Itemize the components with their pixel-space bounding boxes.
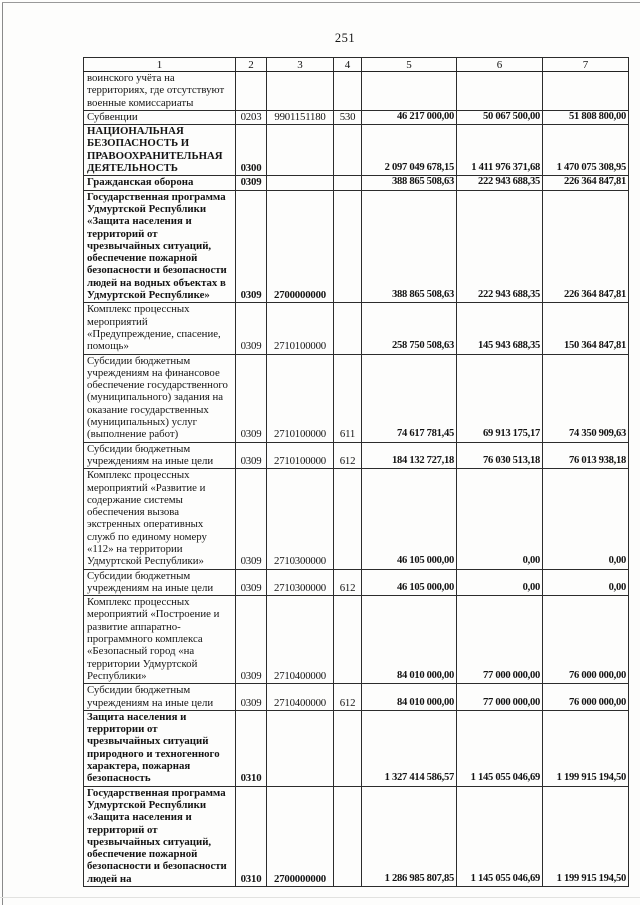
cell-target-article-code: 2710100000 (267, 442, 334, 469)
cell-amount-col6 (457, 72, 543, 111)
table-row (84, 786, 629, 886)
cell-expense-type-code: 530 (334, 110, 362, 124)
cell-target-article-code (267, 72, 334, 111)
table-row (84, 442, 629, 469)
cell-amount-col5: 46 105 000,00 (362, 569, 457, 596)
scan-edge-top-line (2, 2, 640, 3)
cell-amount-col5: 388 865 508,63 (362, 176, 457, 190)
table-row (84, 72, 629, 111)
cell-section-code: 0309 (236, 596, 267, 684)
cell-amount-col6: 222 943 688,35 (457, 176, 543, 190)
cell-section-code: 0310 (236, 710, 267, 786)
table-row (84, 596, 629, 684)
page-number: 251 (334, 31, 356, 45)
budget-table-body (84, 72, 629, 887)
table-row (84, 190, 629, 303)
cell-expense-type-code (334, 596, 362, 684)
cell-item-name: Субсидии бюджетным учреждениям на иные цели (84, 569, 236, 596)
cell-amount-col5: 84 010 000,00 (362, 596, 457, 684)
cell-section-code: 0309 (236, 303, 267, 354)
cell-amount-col7: 76 013 938,18 (543, 442, 629, 469)
cell-target-article-code: 2700000000 (267, 190, 334, 303)
cell-amount-col7: 76 000 000,00 (543, 684, 629, 711)
cell-amount-col7: 74 350 909,63 (543, 354, 629, 442)
cell-expense-type-code (334, 469, 362, 569)
table-row (84, 176, 629, 190)
cell-amount-col7: 76 000 000,00 (543, 596, 629, 684)
cell-amount-col5: 258 750 508,63 (362, 303, 457, 354)
cell-amount-col5: 388 865 508,63 (362, 190, 457, 303)
table-row (84, 110, 629, 124)
cell-amount-col7: 1 199 915 194,50 (543, 710, 629, 786)
cell-amount-col6: 50 067 500,00 (457, 110, 543, 124)
cell-section-code: 0310 (236, 786, 267, 886)
cell-target-article-code: 2710400000 (267, 596, 334, 684)
cell-amount-col6: 1 411 976 371,68 (457, 125, 543, 176)
cell-amount-col6: 0,00 (457, 569, 543, 596)
cell-item-name: Защита населения и территории от чрезвычайных ситуаций природного и техногенного характера, пожарная безопасность (84, 710, 236, 786)
cell-item-name: Субсидии бюджетным учреждениям на финансовое обеспечение государственного (муниципального) задания на оказание государственных (муниципальных) услуг (выполнение работ) (84, 354, 236, 442)
cell-amount-col6: 222 943 688,35 (457, 190, 543, 303)
cell-expense-type-code (334, 125, 362, 176)
cell-target-article-code: 2710100000 (267, 354, 334, 442)
table-row (84, 469, 629, 569)
cell-item-name: Комплекс процессных мероприятий «Построение и развитие аппаратно-программного комплекса «Безопасный город «на территории Удмуртской Республики» (84, 596, 236, 684)
cell-amount-col6: 145 943 688,35 (457, 303, 543, 354)
cell-amount-col6: 77 000 000,00 (457, 596, 543, 684)
cell-item-name: воинского учёта на территориях, где отсутствуют военные комиссариаты (84, 72, 236, 111)
cell-target-article-code: 2710300000 (267, 569, 334, 596)
table-row (84, 303, 629, 354)
table-row (84, 125, 629, 176)
cell-item-name: Субвенции (84, 110, 236, 124)
cell-expense-type-code (334, 710, 362, 786)
cell-item-name: Гражданская оборона (84, 176, 236, 190)
cell-section-code: 0309 (236, 684, 267, 711)
cell-amount-col7 (543, 72, 629, 111)
cell-amount-col7: 226 364 847,81 (543, 190, 629, 303)
cell-amount-col6: 69 913 175,17 (457, 354, 543, 442)
cell-section-code: 0203 (236, 110, 267, 124)
column-header-3: 3 (267, 58, 334, 72)
table-row (84, 710, 629, 786)
cell-target-article-code: 2710300000 (267, 469, 334, 569)
cell-amount-col5: 74 617 781,45 (362, 354, 457, 442)
cell-expense-type-code: 612 (334, 442, 362, 469)
cell-amount-col7: 150 364 847,81 (543, 303, 629, 354)
budget-table-header (84, 58, 629, 72)
cell-amount-col7: 0,00 (543, 569, 629, 596)
cell-amount-col6: 1 145 055 046,69 (457, 786, 543, 886)
cell-expense-type-code: 612 (334, 569, 362, 596)
scan-edge-bottom-line (0, 897, 640, 898)
cell-target-article-code (267, 710, 334, 786)
column-header-5: 5 (362, 58, 457, 72)
cell-expense-type-code: 611 (334, 354, 362, 442)
cell-expense-type-code (334, 786, 362, 886)
cell-section-code: 0309 (236, 569, 267, 596)
cell-item-name: Комплекс процессных мероприятий «Предупреждение, спасение, помощь» (84, 303, 236, 354)
table-row (84, 354, 629, 442)
cell-amount-col5: 2 097 049 678,15 (362, 125, 457, 176)
cell-expense-type-code (334, 303, 362, 354)
cell-amount-col6: 77 000 000,00 (457, 684, 543, 711)
cell-target-article-code: 2710400000 (267, 684, 334, 711)
cell-amount-col7: 226 364 847,81 (543, 176, 629, 190)
cell-amount-col7: 51 808 800,00 (543, 110, 629, 124)
cell-section-code: 0309 (236, 469, 267, 569)
cell-section-code: 0309 (236, 190, 267, 303)
cell-amount-col6: 0,00 (457, 469, 543, 569)
cell-amount-col5: 84 010 000,00 (362, 684, 457, 711)
cell-section-code (236, 72, 267, 111)
budget-table (83, 57, 629, 887)
cell-amount-col6: 1 145 055 046,69 (457, 710, 543, 786)
cell-section-code: 0309 (236, 176, 267, 190)
column-header-4: 4 (334, 58, 362, 72)
cell-section-code: 0300 (236, 125, 267, 176)
cell-amount-col5: 46 105 000,00 (362, 469, 457, 569)
cell-target-article-code (267, 125, 334, 176)
scan-edge-left-line (2, 2, 3, 905)
cell-target-article-code: 2700000000 (267, 786, 334, 886)
cell-amount-col7: 1 470 075 308,95 (543, 125, 629, 176)
cell-target-article-code: 2710100000 (267, 303, 334, 354)
cell-amount-col5: 184 132 727,18 (362, 442, 457, 469)
cell-amount-col7: 0,00 (543, 469, 629, 569)
cell-amount-col6: 76 030 513,18 (457, 442, 543, 469)
cell-item-name: Государственная программа Удмуртской Республики «Защита населения и территорий от чрезвычайных ситуаций, обеспечение пожарной безопасности и безопасности людей на водных объектах в Удмуртской Республике» (84, 190, 236, 303)
cell-item-name: Комплекс процессных мероприятий «Развитие и содержание системы обеспечения вызова экстренных оперативных служб по единому номеру «112» на территории Удмуртской Республики» (84, 469, 236, 569)
cell-amount-col5: 1 286 985 807,85 (362, 786, 457, 886)
cell-amount-col5: 46 217 000,00 (362, 110, 457, 124)
column-number-row (84, 58, 629, 72)
cell-expense-type-code (334, 190, 362, 303)
cell-target-article-code: 9901151180 (267, 110, 334, 124)
cell-item-name: Субсидии бюджетным учреждениям на иные цели (84, 684, 236, 711)
column-header-1: 1 (84, 58, 236, 72)
cell-item-name: Субсидии бюджетным учреждениям на иные цели (84, 442, 236, 469)
cell-amount-col5: 1 327 414 586,57 (362, 710, 457, 786)
column-header-6: 6 (457, 58, 543, 72)
cell-target-article-code (267, 176, 334, 190)
cell-expense-type-code: 612 (334, 684, 362, 711)
cell-amount-col7: 1 199 915 194,50 (543, 786, 629, 886)
cell-section-code: 0309 (236, 354, 267, 442)
column-header-7: 7 (543, 58, 629, 72)
cell-item-name: Государственная программа Удмуртской Республики «Защита населения и территорий от чрезвычайных ситуаций, обеспечение пожарной безопасности и безопасности людей на (84, 786, 236, 886)
cell-amount-col5 (362, 72, 457, 111)
cell-expense-type-code (334, 176, 362, 190)
cell-section-code: 0309 (236, 442, 267, 469)
table-row (84, 569, 629, 596)
column-header-2: 2 (236, 58, 267, 72)
cell-expense-type-code (334, 72, 362, 111)
cell-item-name: НАЦИОНАЛЬНАЯ БЕЗОПАСНОСТЬ И ПРАВООХРАНИТЕЛЬНАЯ ДЕЯТЕЛЬНОСТЬ (84, 125, 236, 176)
table-row (84, 684, 629, 711)
